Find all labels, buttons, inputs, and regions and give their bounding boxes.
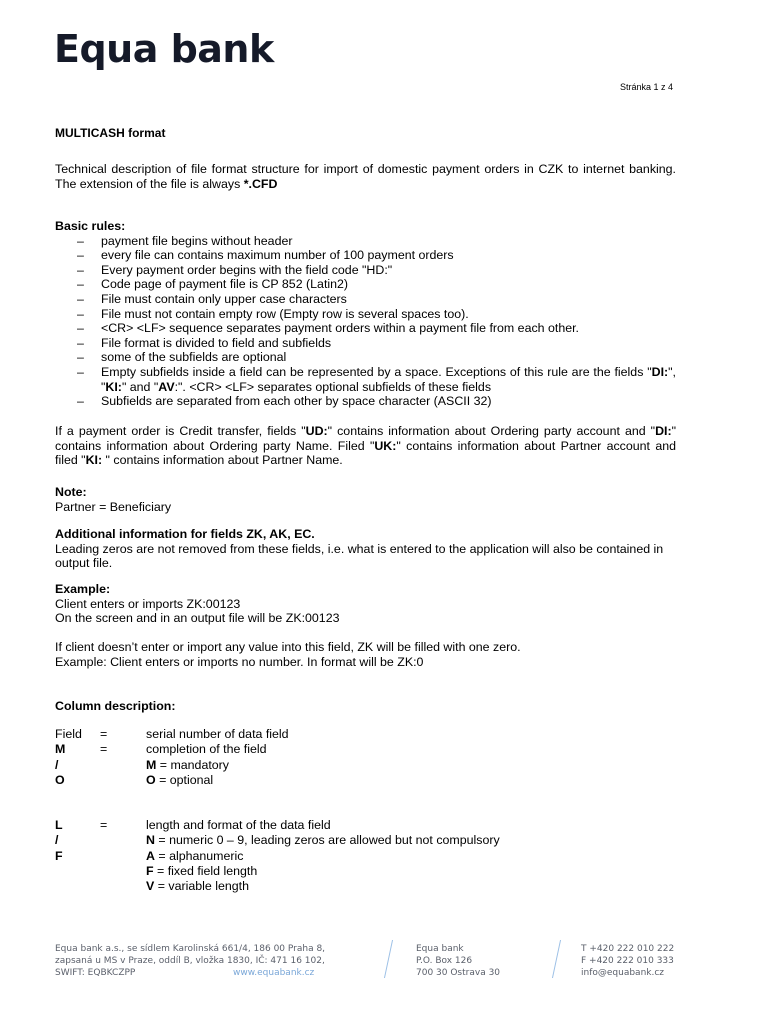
intro-text: Technical description of file format structure for import of domestic payment orders in CZK to internet banking. The extension of the file is always [55,162,676,191]
footer-line: zapsaná u MS v Praze, oddíl B, vložka 1830, IČ: 471 16 102, [55,956,325,967]
rule-code: KI: [105,379,122,394]
list-item: – some of the subfields are optional [55,350,676,365]
list-item: – File format is divided to field and subfields [55,336,676,351]
basic-rules-section [55,219,676,409]
legend-key: M [146,757,157,772]
example-line: Example: Client enters or imports no number. In format will be ZK:0 [55,654,424,669]
column-label: Field [55,727,82,741]
footer-postal-address [416,943,500,980]
legend-text: = fixed field length [153,864,258,879]
list-item: – Every payment order begins with the field code "HD:" [55,263,676,278]
field-code: DI: [655,424,672,438]
footer-line [55,967,325,979]
website-link[interactable]: www.equabank.cz [233,968,315,979]
legend-entry [146,773,213,788]
column-desc: completion of the field [146,742,267,757]
legend-text: = optional [155,772,214,787]
additional-info-section [55,527,676,571]
rule-code: AV [158,379,175,394]
note-text: Partner = Beneficiary [55,499,172,514]
legend-key: V [146,879,155,894]
legend-key: F [146,864,154,879]
rule-text: :". <CR> <LF> separates optional subfields of these fields [174,379,492,394]
document-title: MULTICASH format [55,126,166,140]
example-heading: Example: [55,582,111,596]
column-description-heading: Column description: [55,699,176,713]
list-item: – <CR> <LF> sequence separates payment orders within a payment file from each other. [55,321,676,336]
para-text: If a payment order is Credit transfer, fields " [55,424,306,438]
column-desc: serial number of data field [146,727,289,741]
rule-code: DI: [651,364,669,379]
field-code: UK: [374,438,397,453]
additional-heading: Additional information for fields ZK, AK, EC. [55,527,315,541]
footer-line: Equa bank a.s., se sídlem Karolinská 661/4, 186 00 Praha 8, [55,944,326,954]
column-label: L / F [55,818,63,863]
column-label: M / O [55,742,66,787]
equals-sign: = [100,727,108,741]
footer-contact [581,943,674,980]
zero-fill-section [55,640,676,669]
rule-text: " and " [121,379,159,394]
list-item: – payment file begins without header [55,234,676,249]
legend-text: = alphanumeric [154,848,244,863]
basic-rules-list [55,234,676,409]
legend-key: O [146,772,156,787]
legend-entry [146,849,243,864]
example-line: On the screen and in an output file will be ZK:00123 [55,611,340,626]
list-item: – Subfields are separated from each other by space character (ASCII 32) [55,394,676,409]
bank-logo: Equa bank [54,27,274,71]
rule-text: ", " [101,364,676,394]
footer-line: Equa bank [416,944,464,954]
legend-text: = numeric 0 – 9, leading zeros are allowed but not compulsory [154,833,500,848]
list-item: – every file can contains maximum number of 100 payment orders [55,248,676,263]
equals-sign: = [100,818,108,833]
note-section [55,485,676,514]
file-extension: *.CFD [243,176,278,191]
basic-rules-heading: Basic rules: [55,219,126,233]
list-item: – File must contain only upper case characters [55,292,676,307]
para-text: " contains information about Ordering party account and " [327,424,656,438]
list-item [55,365,676,394]
footer-company-info [55,943,325,980]
footer-divider [552,940,561,978]
phone-number: T +420 222 010 222 [581,944,675,954]
intro-paragraph [55,162,676,191]
list-item: – Code page of payment file is CP 852 (Latin2) [55,277,676,292]
list-item: – File must not contain empty row (Empty row is several spaces too). [55,307,676,322]
example-line: If client doesn’t enter or import any value into this field, ZK will be filled with one zero. [55,640,521,654]
additional-text: Leading zeros are not removed from these fields, i.e. what is entered to the application will also be contained in output file. [55,541,664,571]
swift-code: SWIFT: EQBKCZPP [55,968,136,979]
column-desc: length and format of the data field [146,818,331,833]
footer-line: 700 30 Ostrava 30 [416,968,501,979]
rule-text: Empty subfields inside a field can be represented by a space. Exceptions of this rule are the fields " [101,364,652,379]
note-heading: Note: [55,485,87,499]
footer-line: P.O. Box 126 [416,956,473,967]
legend-text: = mandatory [156,757,229,772]
fax-number: F +420 222 010 333 [581,956,674,967]
example-line: Client enters or imports ZK:00123 [55,596,241,611]
credit-transfer-paragraph [55,424,676,468]
legend-entry [146,758,229,773]
page-indicator: Stránka 1 z 4 [620,82,674,92]
legend-key: A [146,848,155,863]
para-text: " contains information about Partner account and filed " [55,438,676,468]
field-code: UD: [305,424,328,438]
para-text: " contains information about Ordering party Name. Filed " [55,424,676,453]
footer-divider [384,940,393,978]
para-text: " contains information about Partner Name. [105,453,343,468]
legend-entry [146,833,500,848]
legend-key: N [146,833,155,848]
legend-entry [146,879,249,894]
field-code: KI: [85,453,106,468]
legend-entry [146,864,257,879]
column-description-heading-block [55,699,676,714]
example-section [55,582,676,626]
legend-text: = variable length [154,879,249,894]
equals-sign: = [100,742,108,757]
email-link[interactable]: info@equabank.cz [581,968,665,979]
